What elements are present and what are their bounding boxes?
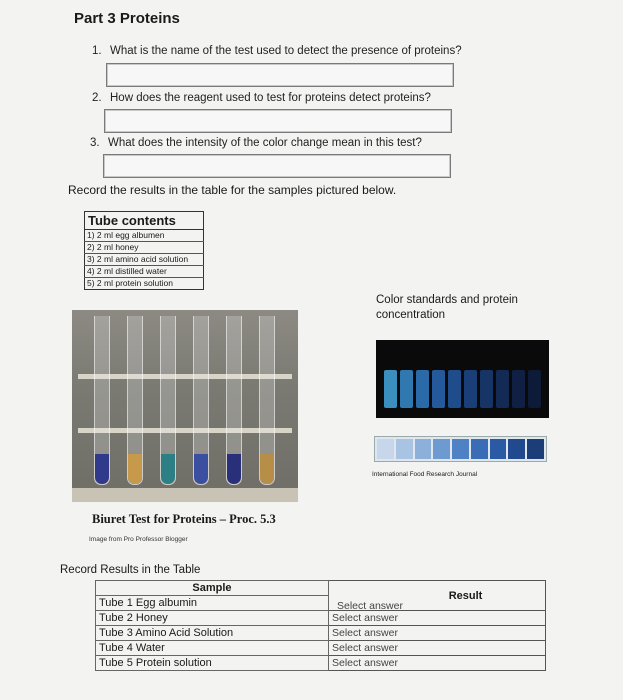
tube-contents-header: Tube contents <box>85 212 204 230</box>
standard-vial <box>496 370 509 408</box>
journal-credit: International Food Research Journal <box>372 471 478 478</box>
sample-header: Sample <box>96 581 329 596</box>
color-standards-photo <box>376 340 549 418</box>
sample-cell: Tube 4 Water <box>96 641 329 656</box>
result-header: Result <box>329 581 546 611</box>
standard-vial <box>400 370 413 408</box>
page-title: Part 3 Proteins <box>74 10 180 27</box>
standards-title: Color standards and protein concentration <box>376 294 518 321</box>
standard-vial <box>448 370 461 408</box>
standard-vial <box>464 370 477 408</box>
standard-vial <box>416 370 429 408</box>
standard-vial <box>384 370 397 408</box>
tube-row: 3) 2 ml amino acid solution <box>85 254 204 266</box>
standard-vial <box>512 370 525 408</box>
tube-row: 4) 2 ml distilled water <box>85 266 204 278</box>
standard-swatch <box>490 439 507 459</box>
test-tube <box>226 316 242 485</box>
standard-swatch <box>471 439 488 459</box>
standard-swatch <box>527 439 544 459</box>
question-1: 1. What is the name of the test used to detect the presence of proteins? <box>92 45 462 57</box>
standard-swatch <box>415 439 432 459</box>
answer-box-3[interactable] <box>103 154 451 178</box>
result-select[interactable]: Select answer <box>332 657 398 669</box>
standard-swatch <box>508 439 525 459</box>
tube-liquid <box>161 454 175 484</box>
standard-vial <box>432 370 445 408</box>
test-tube <box>193 316 209 485</box>
standard-swatch <box>377 439 394 459</box>
sample-cell: Tube 1 Egg albumin <box>96 596 329 611</box>
test-tube <box>259 316 275 485</box>
sample-cell: Tube 3 Amino Acid Solution <box>96 626 329 641</box>
result-select[interactable]: Select answer <box>332 642 398 654</box>
results-table <box>95 580 546 671</box>
tube-row: 2) 2 ml honey <box>85 242 204 254</box>
record-instructions: Record the results in the table for the samples pictured below. <box>68 183 397 197</box>
tube-liquid <box>95 454 109 484</box>
sample-cell: Tube 2 Honey <box>96 611 329 626</box>
rack-stand <box>72 488 298 502</box>
result-select[interactable]: Select answer <box>337 600 403 612</box>
result-select[interactable]: Select answer <box>332 627 398 639</box>
tube-liquid <box>227 454 241 484</box>
answer-box-2[interactable] <box>104 109 452 133</box>
tube-liquid <box>260 454 274 484</box>
photo-credit: Image from Pro Professor Blogger <box>89 536 188 543</box>
tube-liquid <box>194 454 208 484</box>
question-2: 2. How does the reagent used to test for proteins detect proteins? <box>92 92 431 104</box>
tube-row: 1) 2 ml egg albumen <box>85 230 204 242</box>
standards-color-strip <box>374 436 547 462</box>
test-tube <box>94 316 110 485</box>
test-tube <box>127 316 143 485</box>
results-heading: Record Results in the Table <box>60 564 201 576</box>
biuret-test-photo <box>72 310 298 502</box>
test-tube <box>160 316 176 485</box>
photo-caption: Biuret Test for Proteins – Proc. 5.3 <box>92 512 276 526</box>
tube-liquid <box>128 454 142 484</box>
standard-vial <box>528 370 541 408</box>
tube-contents-table <box>84 211 204 290</box>
answer-box-1[interactable] <box>106 63 454 87</box>
standard-vial <box>480 370 493 408</box>
tube-row: 5) 2 ml protein solution <box>85 278 204 290</box>
standards-vials <box>384 370 541 408</box>
sample-cell: Tube 5 Protein solution <box>96 656 329 671</box>
standard-swatch <box>452 439 469 459</box>
standard-swatch <box>396 439 413 459</box>
result-select[interactable]: Select answer <box>332 612 398 624</box>
standard-swatch <box>433 439 450 459</box>
question-3: 3. What does the intensity of the color change mean in this test? <box>90 137 422 149</box>
